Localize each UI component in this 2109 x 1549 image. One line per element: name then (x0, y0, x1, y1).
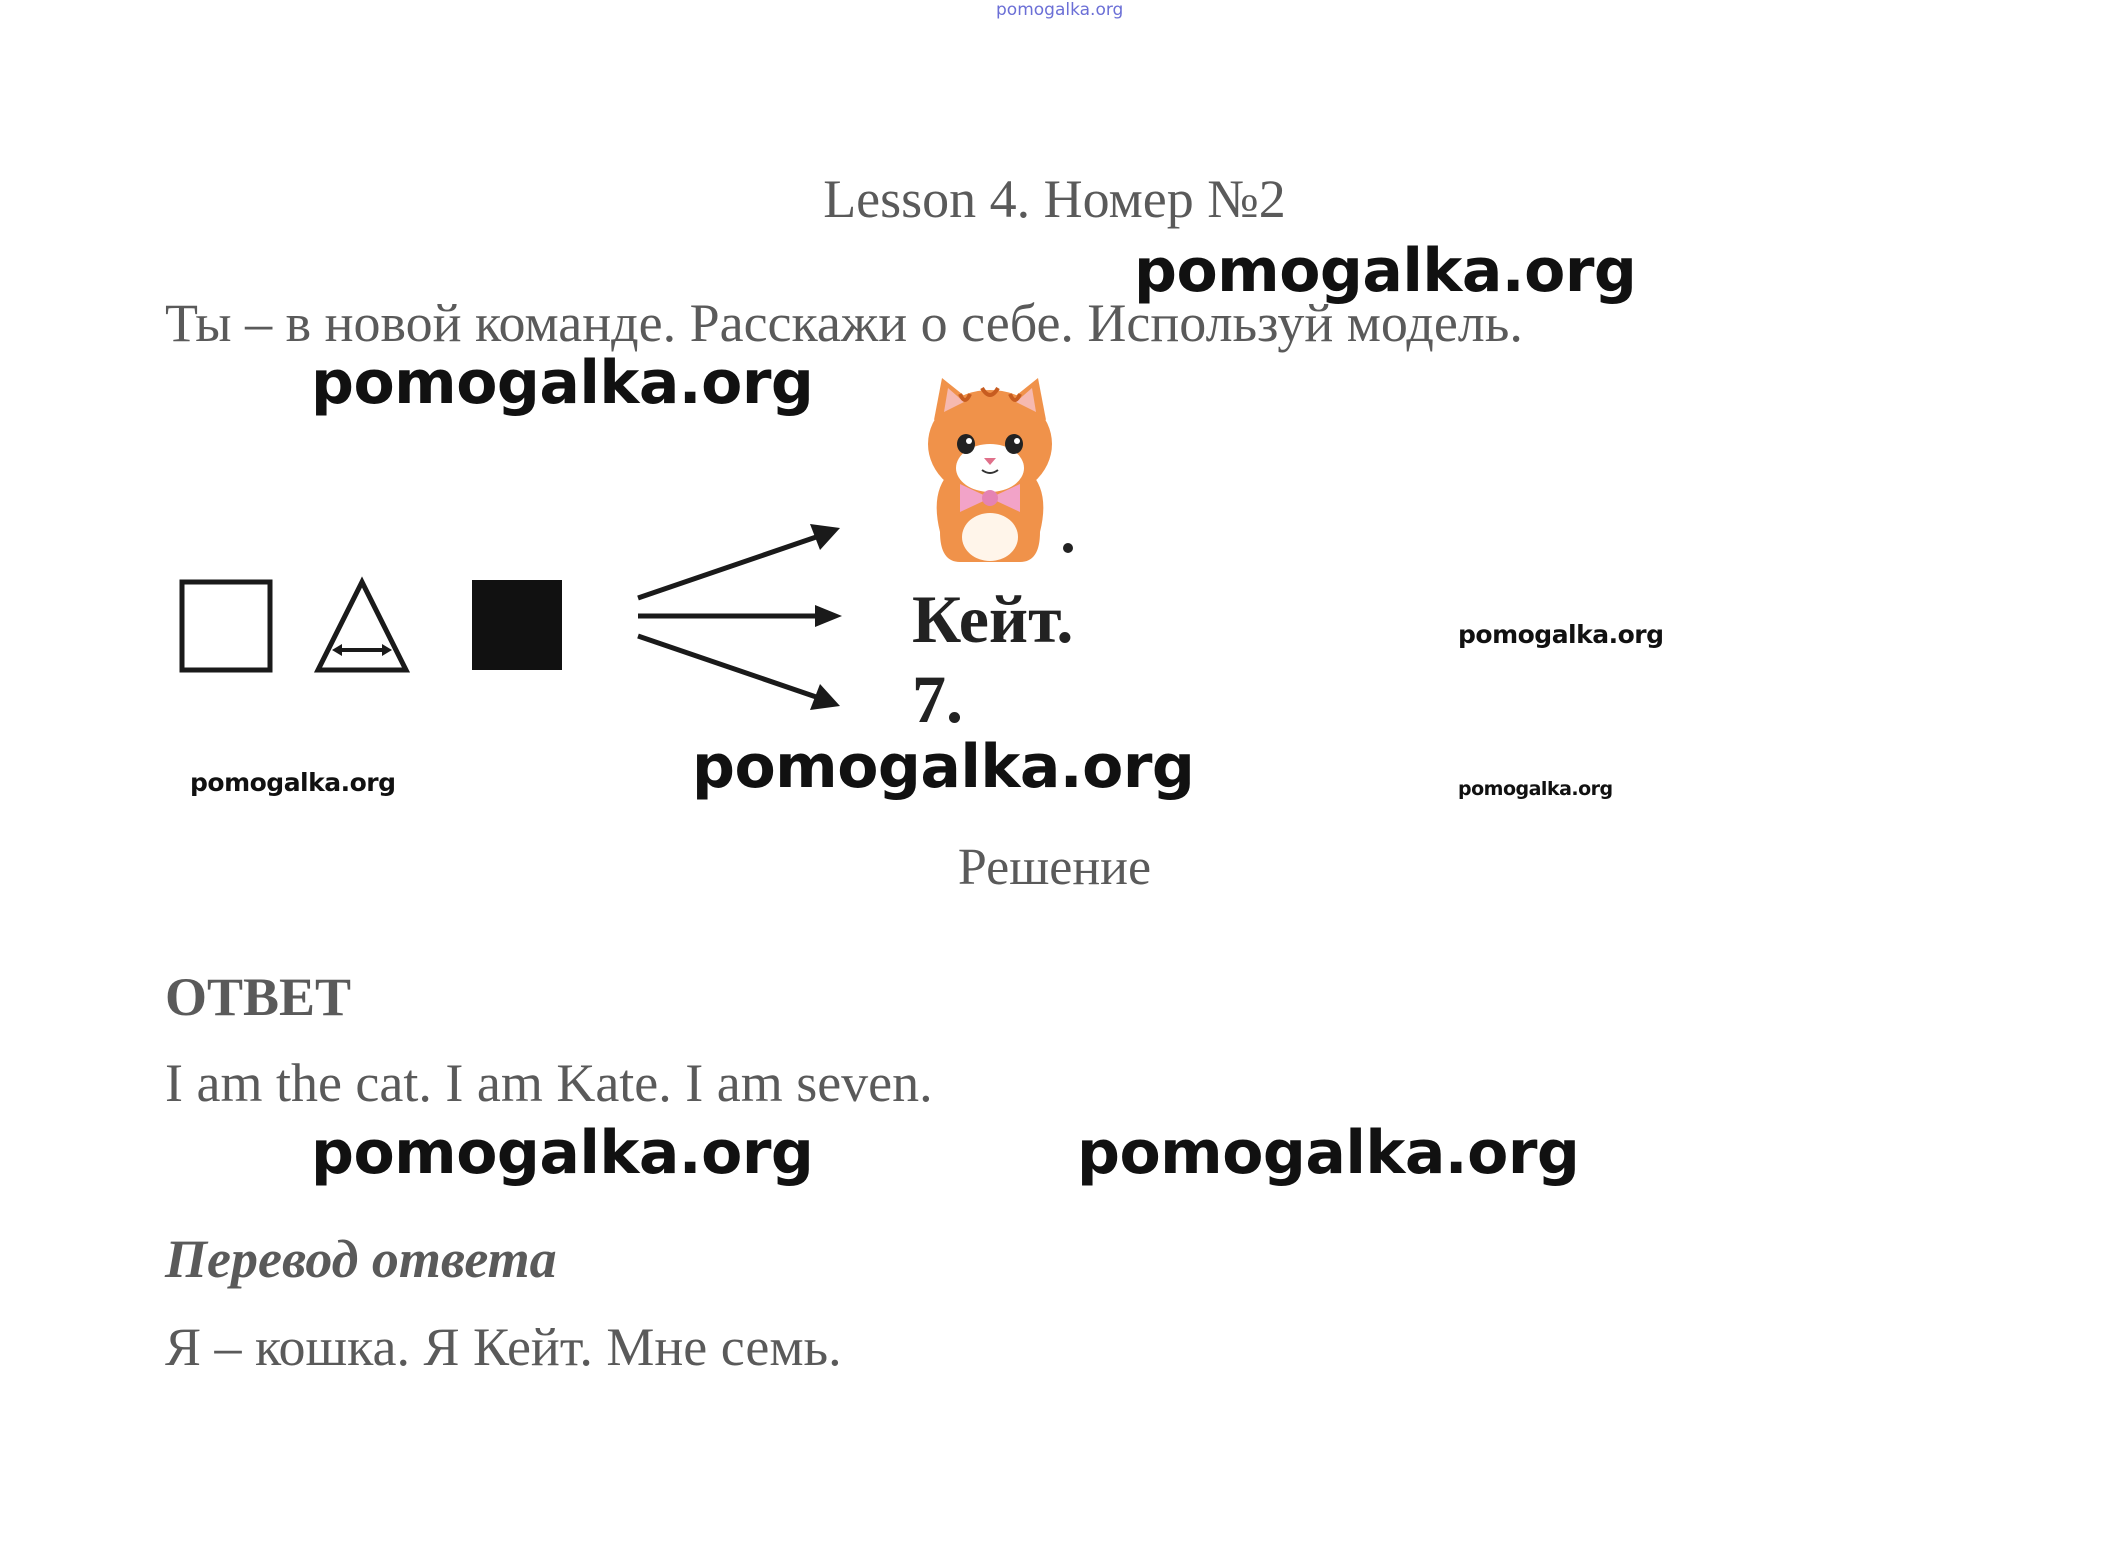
arrow-middle-icon (638, 605, 842, 627)
answer-heading: ОТВЕТ (165, 967, 352, 1027)
answer-name: Кейт. (912, 581, 1074, 657)
watermark: pomogalka.org (311, 1118, 814, 1188)
watermark: pomogalka.org (311, 348, 814, 418)
triangle-double-arrow-icon (318, 582, 406, 670)
square-outline-icon (182, 582, 270, 670)
translation-text: Я – кошка. Я Кейт. Мне семь. (165, 1317, 842, 1377)
answer-text: I am the cat. I am Kate. I am seven. (165, 1053, 933, 1113)
square-filled-icon (472, 580, 562, 670)
arrow-up-icon (638, 524, 840, 598)
watermark: pomogalka.org (1077, 1118, 1580, 1188)
watermark: pomogalka.org (1458, 620, 1664, 649)
answer-age: 7. (912, 661, 963, 737)
translation-heading: Перевод ответа (165, 1229, 557, 1289)
task-prompt: Ты – в новой команде. Расскажи о себе. Используй модель. (165, 293, 1523, 353)
page-title: Lesson 4. Номер №2 (823, 169, 1286, 229)
cat-illustration (900, 372, 1080, 572)
arrow-down-icon (638, 636, 840, 710)
watermark: pomogalka.org (692, 732, 1195, 802)
watermark: pomogalka.org (1134, 236, 1637, 306)
watermark: pomogalka.org (190, 768, 396, 797)
watermark: pomogalka.org (1458, 778, 1613, 800)
top-watermark: pomogalka.org (996, 0, 1124, 20)
solution-label: Решение (957, 839, 1152, 896)
